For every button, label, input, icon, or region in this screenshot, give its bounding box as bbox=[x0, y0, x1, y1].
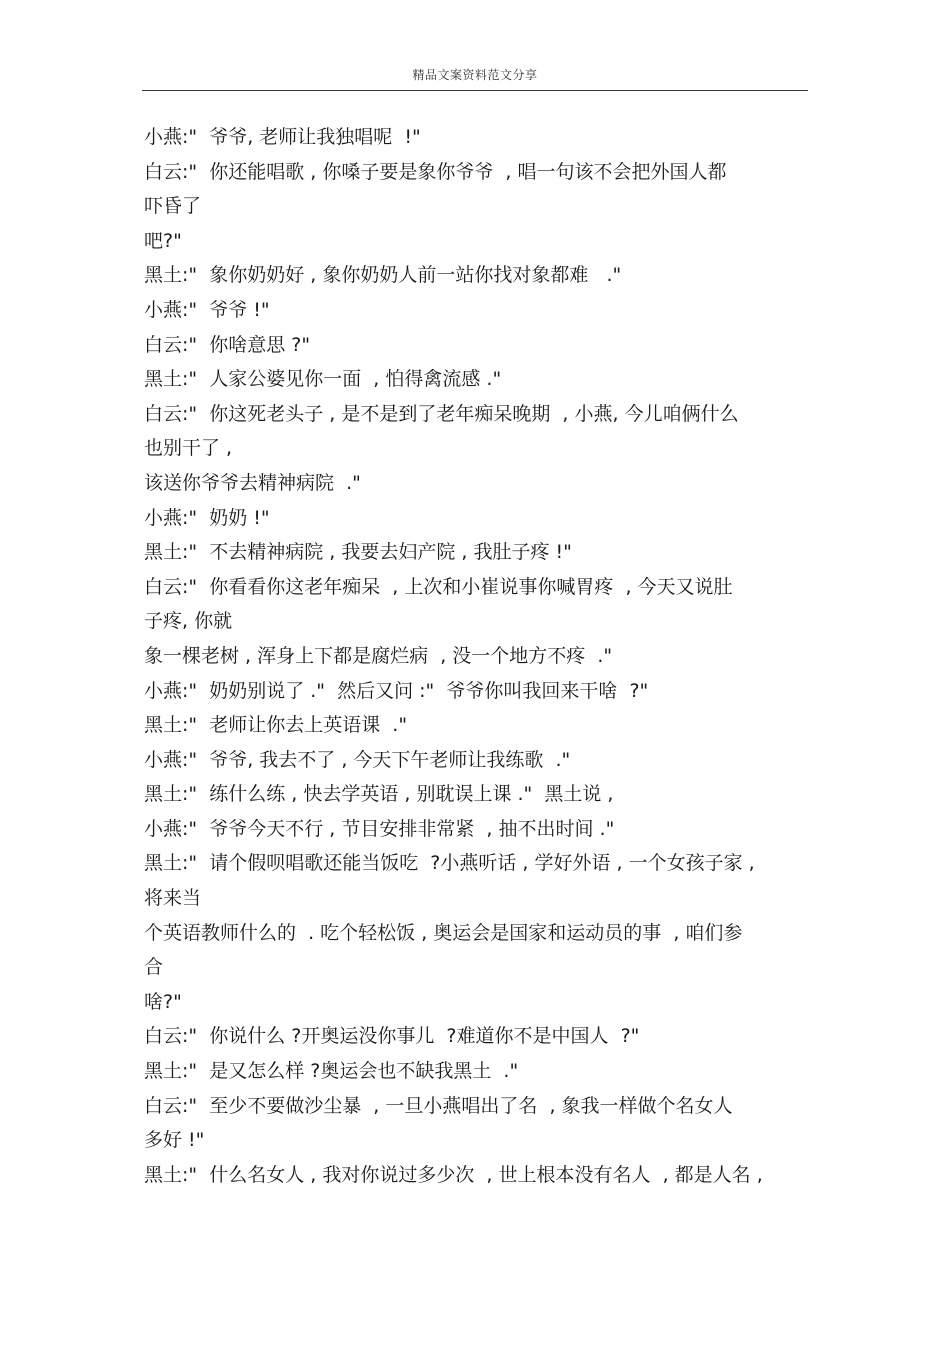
text-line: 黑土:" 人家公婆见你一面 , 怕得禽流感 ." bbox=[144, 368, 502, 391]
text-line: 小燕:" 爷爷, 我去不了 , 今天下午老师让我练歌 ." bbox=[144, 748, 571, 771]
text-line: 黑土:" 什么名女人 , 我对你说过多少次 , 世上根本没有名人 , 都是人名 , bbox=[144, 1163, 763, 1186]
text-line: 吧?" bbox=[144, 229, 182, 252]
text-line: 白云:" 你这死老头子 , 是不是到了老年痴呆晚期 , 小燕, 今儿咱俩什么 bbox=[144, 402, 739, 425]
text-line: 合 bbox=[144, 956, 164, 979]
text-line: 黑土:" 是又怎么样 ?奥运会也不缺我黑土 ." bbox=[144, 1060, 519, 1083]
text-line: 象一棵老树 , 浑身上下都是腐烂病 , 没一个地方不疼 ." bbox=[144, 644, 613, 667]
text-line: 白云:" 至少不要做沙尘暴 , 一旦小燕唱出了名 , 象我一样做个名女人 bbox=[144, 1094, 733, 1117]
text-line: 小燕:" 爷爷, 老师让我独唱呢 !" bbox=[144, 126, 421, 148]
text-line: 小燕:" 爷爷 !" bbox=[144, 298, 270, 321]
text-line: 小燕:" 奶奶别说了 ." 然后又问 :" 爷爷你叫我回来干啥 ?" bbox=[144, 679, 649, 702]
text-line: 黑土:" 象你奶奶好 , 象你奶奶人前一站你找对象都难 ." bbox=[144, 264, 622, 287]
text-line: 小燕:" 爷爷今天不行 , 节目安排非常紧 , 抽不出时间 ." bbox=[144, 817, 615, 840]
text-line: 黑土:" 练什么练 , 快去学英语 , 别耽误上课 ." 黑土说 , bbox=[144, 783, 614, 806]
text-line: 也别干了 , bbox=[144, 437, 233, 460]
text-line: 黑土:" 不去精神病院 , 我要去妇产院 , 我肚子疼 !" bbox=[144, 541, 572, 564]
text-line: 该送你爷爷去精神病院 ." bbox=[144, 471, 361, 494]
text-line: 白云:" 你还能唱歌 , 你嗓子要是象你爷爷 , 唱一句该不会把外国人都 bbox=[144, 160, 727, 183]
text-line: 个英语教师什么的 . 吃个轻松饭 , 奥运会是国家和运动员的事 , 咱们参 bbox=[144, 921, 743, 944]
text-line: 子疼, 你就 bbox=[144, 610, 233, 633]
text-line: 多好 !" bbox=[144, 1129, 205, 1152]
text-line: 啥?" bbox=[144, 990, 182, 1013]
text-line: 小燕:" 奶奶 !" bbox=[144, 506, 270, 529]
text-line: 白云:" 你啥意思 ?" bbox=[144, 333, 311, 356]
header-divider bbox=[142, 90, 808, 91]
text-line: 黑土:" 老师让你去上英语课 ." bbox=[144, 714, 408, 737]
dialogue-body bbox=[144, 120, 824, 1192]
text-line: 白云:" 你看看你这老年痴呆 , 上次和小崔说事你喊胃疼 , 今天又说肚 bbox=[144, 575, 733, 598]
text-line: 白云:" 你说什么 ?开奥运没你事儿 ?难道你不是中国人 ?" bbox=[144, 1025, 640, 1048]
text-line: 黑土:" 请个假呗唱歌还能当饭吃 ?小燕听话 , 学好外语 , 一个女孩子家 , bbox=[144, 852, 755, 875]
text-line: 将来当 bbox=[144, 887, 202, 910]
page-header-title: 精品文案资料范文分享 bbox=[412, 68, 538, 82]
text-line: 吓昏了 bbox=[144, 195, 202, 218]
